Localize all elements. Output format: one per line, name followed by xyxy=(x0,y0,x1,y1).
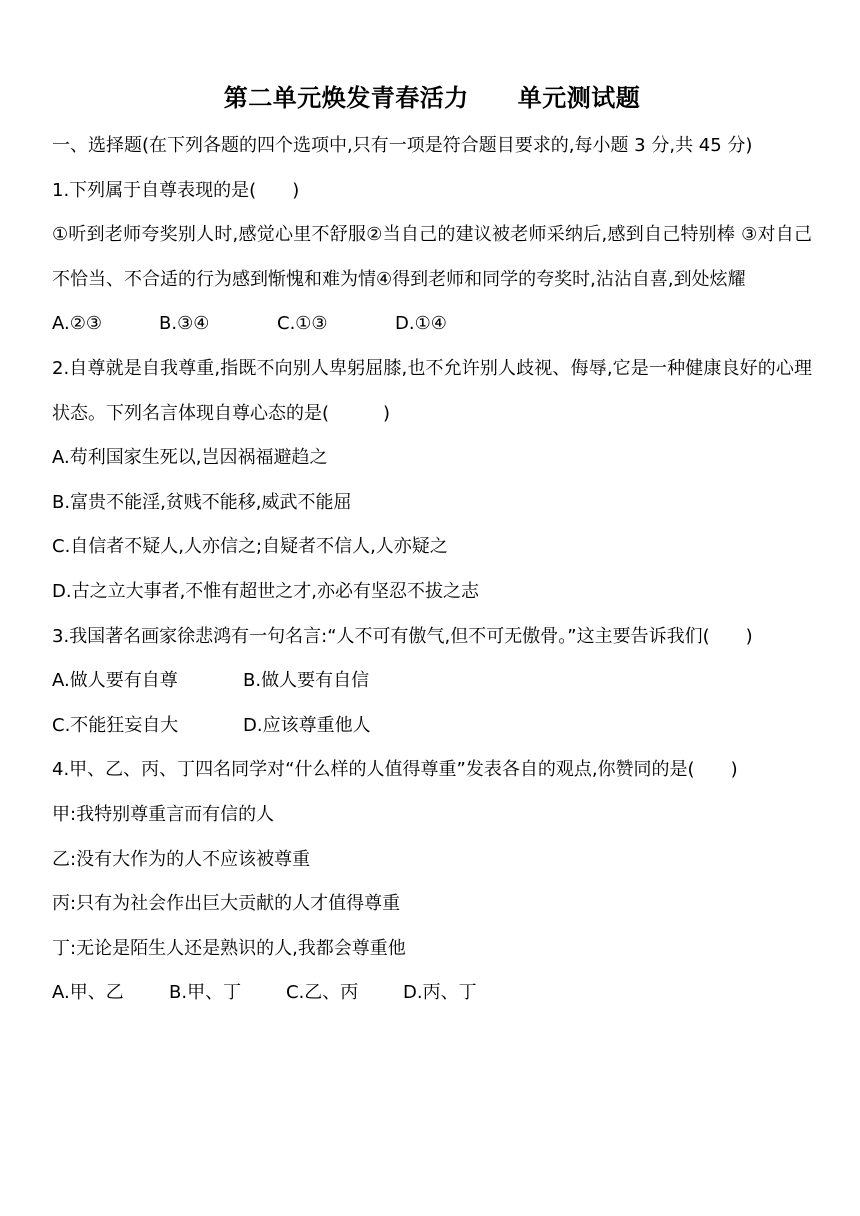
question-2 xyxy=(52,347,812,615)
question-3-stem: 3.我国著名画家徐悲鸿有一句名言:“人不可有傲气,但不可无傲骨。”这主要告诉我们( ) xyxy=(52,625,753,647)
option-a: A.苟利国家生死以,岂因祸福避趋之 xyxy=(52,447,328,469)
option-a: A.②③ xyxy=(52,313,102,335)
statement-jia: 甲:我特别尊重言而有信的人 xyxy=(52,803,275,825)
option-c: C.自信者不疑人,人亦信之;自疑者不信人,人亦疑之 xyxy=(52,536,448,558)
option-d: D.应该尊重他人 xyxy=(243,714,371,736)
question-4-options xyxy=(52,971,812,1016)
option-a: A.做人要有自尊 xyxy=(52,670,178,692)
statement-yi: 乙:没有大作为的人不应该被尊重 xyxy=(52,848,311,870)
question-4-stem: 4.甲、乙、丙、丁四名同学对“什么样的人值得尊重”发表各自的观点,你赞同的是( ) xyxy=(52,759,738,781)
question-2-stem: 2.自尊就是自我尊重,指既不向别人卑躬屈膝,也不允许别人歧视、侮辱,它是一种健康良好的心理状态。下列名言体现自尊心态的是( ) xyxy=(52,357,812,424)
question-3-options-row-2 xyxy=(52,704,812,749)
option-d: D.丙、丁 xyxy=(403,982,477,1004)
page-title: 第二单元焕发青春活力 单元测试题 xyxy=(223,84,641,112)
option-d: D.①④ xyxy=(395,313,447,335)
statement-bing: 丙:只有为社会作出巨大贡献的人才值得尊重 xyxy=(52,893,401,915)
question-1-stem: 1.下列属于自尊表现的是( ) xyxy=(52,179,300,201)
option-d: D.古之立大事者,不惟有超世之才,亦必有坚忍不拔之志 xyxy=(52,580,480,602)
option-b: B.富贵不能淫,贫贱不能移,威武不能屈 xyxy=(52,491,352,513)
question-3-options-row-1 xyxy=(52,659,812,704)
question-4 xyxy=(52,748,812,1016)
question-1-body: ①听到老师夸奖别人时,感觉心里不舒服②当自己的建议被老师采纳后,感到自己特别棒 ③对自己不恰当、不合适的行为感到惭愧和难为情④得到老师和同学的夸奖时,沾沾自喜,到处炫耀 xyxy=(52,224,812,290)
option-c: C.乙、丙 xyxy=(286,982,359,1004)
question-3 xyxy=(52,615,812,749)
option-b: B.③④ xyxy=(159,313,210,335)
option-c: C.不能狂妄自大 xyxy=(52,714,179,736)
exam-page xyxy=(52,76,812,1016)
section-heading: 一、选择题(在下列各题的四个选项中,只有一项是符合题目要求的,每小题 3 分,共 45 分) xyxy=(52,135,753,156)
option-b: B.做人要有自信 xyxy=(243,670,370,692)
statement-ding: 丁:无论是陌生人还是熟识的人,我都会尊重他 xyxy=(52,937,406,959)
option-a: A.甲、乙 xyxy=(52,982,124,1004)
question-1-options xyxy=(52,302,812,347)
question-1 xyxy=(52,169,812,347)
option-c: C.①③ xyxy=(277,313,328,335)
option-b: B.甲、丁 xyxy=(169,982,242,1004)
